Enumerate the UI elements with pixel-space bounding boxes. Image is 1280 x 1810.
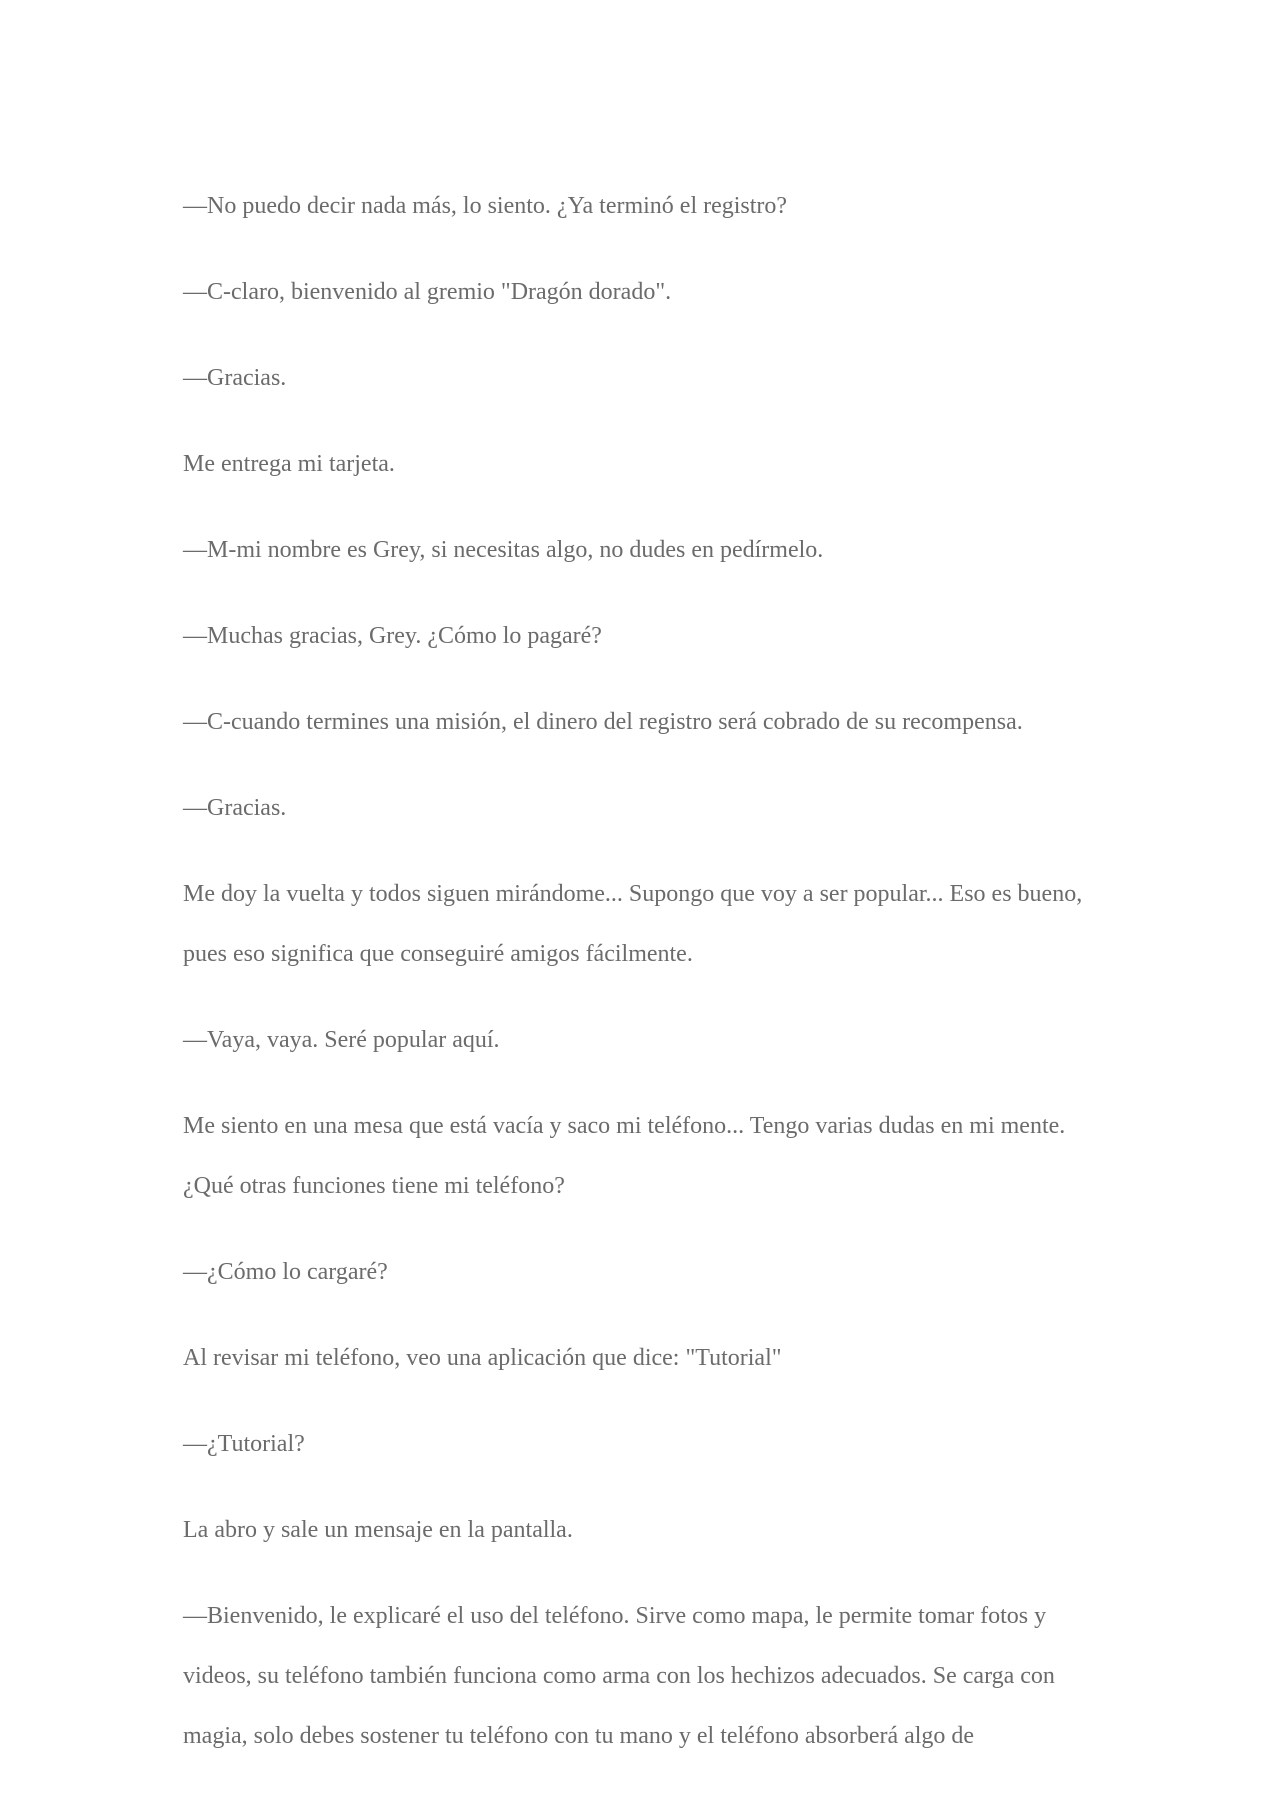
paragraph: —¿Cómo lo cargaré? [183,1259,388,1285]
paragraph: Al revisar mi teléfono, veo una aplicación que dice: "Tutorial" [183,1345,782,1371]
paragraph: —Gracias. [183,795,287,821]
paragraph: —Muchas gracias, Grey. ¿Cómo lo pagaré? [183,623,602,649]
paragraph: —No puedo decir nada más, lo siento. ¿Ya terminó el registro? [183,193,788,219]
paragraph: —Bienvenido, le explicaré el uso del teléfono. Sirve como mapa, le permite tomar fotos y videos, su teléfono también funciona como arma con los hechizos adecuados. Se carga con magia, solo debes sostener tu teléfono con tu mano y el teléfono absorberá algo de [183,1603,1055,1749]
paragraph: —Gracias. [183,365,287,391]
paragraph: —M-mi nombre es Grey, si necesitas algo, no dudes en pedírmelo. [183,537,824,563]
paragraph: La abro y sale un mensaje en la pantalla. [183,1517,573,1543]
paragraph: —Vaya, vaya. Seré popular aquí. [183,1027,500,1053]
paragraph: —C-claro, bienvenido al gremio "Dragón dorado". [183,279,672,305]
paragraph: —C-cuando termines una misión, el dinero del registro será cobrado de su recompensa. [183,709,1023,735]
paragraph: —¿Tutorial? [183,1431,305,1457]
document-page [183,176,1113,1792]
paragraph: Me entrega mi tarjeta. [183,451,395,477]
paragraph: Me siento en una mesa que está vacía y saco mi teléfono... Tengo varias dudas en mi mente. ¿Qué otras funciones tiene mi teléfono? [183,1113,1066,1199]
paragraph: Me doy la vuelta y todos siguen mirándome... Supongo que voy a ser popular... Eso es bueno, pues eso significa que conseguiré amigos fácilmente. [183,881,1083,967]
